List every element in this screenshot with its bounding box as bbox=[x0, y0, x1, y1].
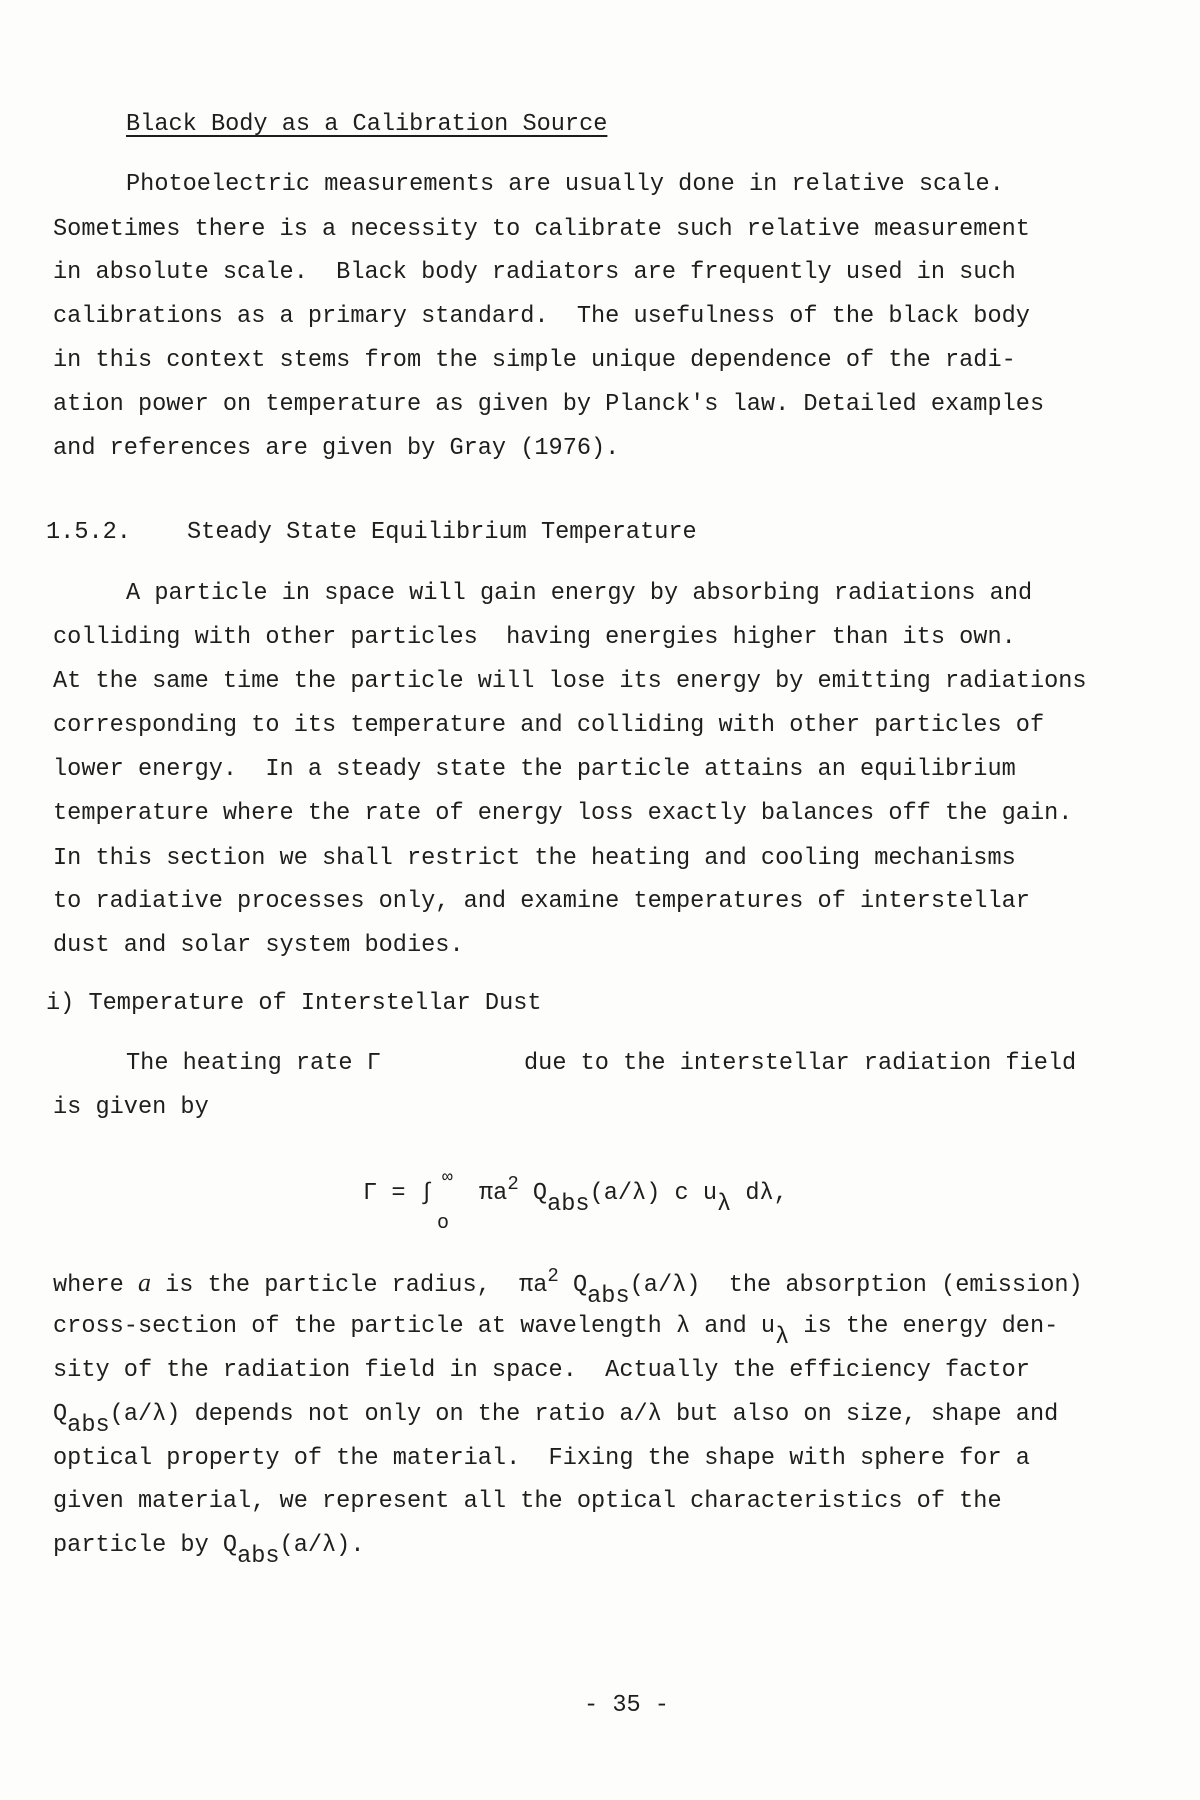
paragraph-line: Photoelectric measurements are usually done in relative scale. bbox=[126, 171, 1004, 198]
paragraph-line: At the same time the particle will lose its energy by emitting radiations bbox=[53, 668, 1087, 695]
subsection-heading: i) Temperature of Interstellar Dust bbox=[46, 990, 542, 1017]
section-number: 1.5.2. bbox=[46, 519, 131, 546]
subscript-abs: abs bbox=[587, 1283, 630, 1310]
q: Q bbox=[532, 1180, 548, 1207]
subscript-abs: abs bbox=[547, 1191, 590, 1218]
paragraph-line: sity of the radiation field in space. Actually the efficiency factor bbox=[53, 1357, 1030, 1384]
paragraph-line: and references are given by Gray (1976). bbox=[53, 435, 620, 462]
section-heading-black-body: Black Body as a Calibration Source bbox=[126, 111, 608, 138]
paragraph-line: to radiative processes only, and examine temperatures of interstellar bbox=[53, 888, 1030, 915]
paragraph-line: calibrations as a primary standard. The usefulness of the black body bbox=[53, 303, 1030, 330]
paragraph-line: due to the interstellar radiation field bbox=[524, 1050, 1077, 1077]
paragraph-line: dust and solar system bodies. bbox=[53, 932, 464, 959]
equation-lhs: Γ = ∫ bbox=[363, 1180, 434, 1207]
text: where bbox=[53, 1272, 138, 1299]
section-title: Steady State Equilibrium Temperature bbox=[187, 519, 697, 546]
paragraph-line: A particle in space will gain energy by absorbing radiations and bbox=[126, 580, 1033, 607]
text: is the particle radius, πa bbox=[150, 1272, 548, 1299]
subscript-lambda: λ bbox=[775, 1324, 790, 1351]
paragraph-line: in absolute scale. Black body radiators are frequently used in such bbox=[53, 259, 1016, 286]
text: particle by Q bbox=[53, 1532, 238, 1559]
argument: (a/λ) c u bbox=[589, 1180, 717, 1207]
paragraph-line: The heating rate Γ bbox=[126, 1050, 381, 1077]
paragraph-line bbox=[53, 1532, 365, 1570]
differential: dλ, bbox=[731, 1180, 788, 1207]
italic-a: a bbox=[137, 1268, 151, 1297]
equation-body bbox=[479, 1173, 788, 1218]
paragraph-line: in this context stems from the simple unique dependence of the radi- bbox=[53, 347, 1016, 374]
text: cross-section of the particle at wavelength λ and u bbox=[53, 1313, 776, 1340]
paragraph-line: ation power on temperature as given by Planck's law. Detailed examples bbox=[53, 391, 1045, 418]
superscript-2: 2 bbox=[547, 1265, 559, 1287]
text: (a/λ). bbox=[279, 1532, 365, 1559]
subscript-abs: abs bbox=[67, 1412, 110, 1439]
superscript-2: 2 bbox=[507, 1173, 519, 1195]
text: is the energy den- bbox=[789, 1313, 1059, 1340]
paragraph-line: temperature where the rate of energy loss exactly balances off the gain. bbox=[53, 800, 1073, 827]
text: (a/λ) the absorption (emission) bbox=[629, 1272, 1083, 1299]
paragraph-line: corresponding to its temperature and colliding with other particles of bbox=[53, 712, 1045, 739]
integral-upper-limit: ∞ bbox=[442, 1168, 453, 1188]
paragraph-line: Sometimes there is a necessity to calibrate such relative measurement bbox=[53, 216, 1030, 243]
paragraph-line: given material, we represent all the optical characteristics of the bbox=[53, 1488, 1002, 1515]
paragraph-line bbox=[53, 1313, 1059, 1351]
text: Q bbox=[53, 1401, 68, 1428]
text: Q bbox=[558, 1272, 588, 1299]
paragraph-line bbox=[53, 1265, 1083, 1310]
paragraph-line: colliding with other particles having energies higher than its own. bbox=[53, 624, 1016, 651]
integral-lower-limit: o bbox=[437, 1212, 450, 1235]
paragraph-line: is given by bbox=[53, 1094, 209, 1121]
text: (a/λ) depends not only on the ratio a/λ but also on size, shape and bbox=[109, 1401, 1059, 1428]
subscript-abs: abs bbox=[237, 1543, 280, 1570]
paragraph-line: optical property of the material. Fixing the shape with sphere for a bbox=[53, 1445, 1030, 1472]
paragraph-line: In this section we shall restrict the heating and cooling mechanisms bbox=[53, 845, 1016, 872]
pi-a: πa bbox=[479, 1180, 508, 1207]
paragraph-line bbox=[53, 1401, 1059, 1439]
page-number: - 35 - bbox=[584, 1692, 669, 1719]
paragraph-line: lower energy. In a steady state the particle attains an equilibrium bbox=[53, 756, 1016, 783]
subscript-lambda: λ bbox=[717, 1191, 732, 1218]
